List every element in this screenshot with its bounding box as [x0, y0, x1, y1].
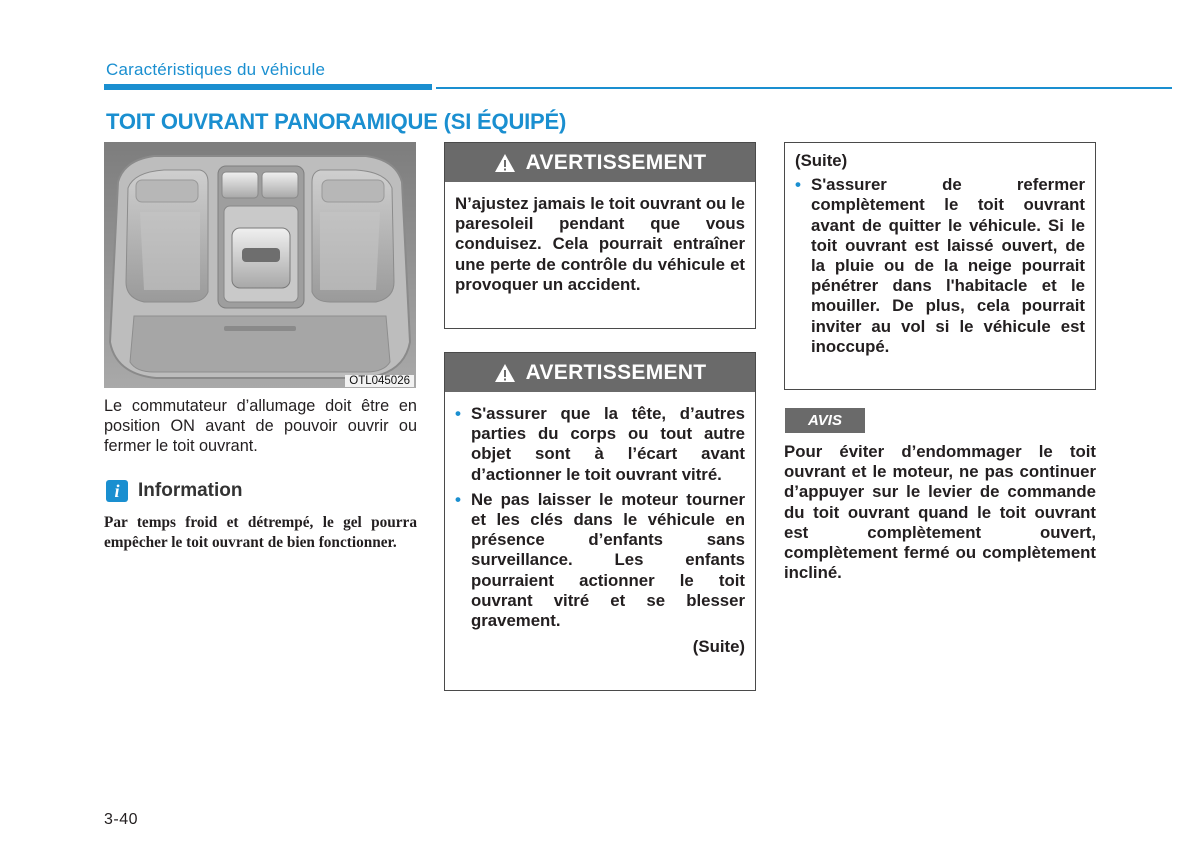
avis-tag: AVIS	[785, 408, 865, 433]
warning-box-continued	[784, 142, 1096, 390]
warning-box-1	[444, 142, 756, 329]
header-rule-thin	[436, 87, 1172, 89]
page-number: 3-40	[104, 811, 139, 828]
photo-code: OTL045026	[345, 375, 414, 387]
list-item	[455, 404, 745, 485]
section-title: Caractéristiques du véhicule	[106, 60, 326, 79]
continued-label: (Suite)	[795, 151, 848, 170]
warning-triangle-icon	[494, 153, 516, 173]
warning-title: AVERTISSEMENT	[525, 360, 707, 384]
warning-body	[445, 392, 755, 657]
information-icon: i	[106, 480, 128, 502]
list-item-text: Ne pas laisser le moteur tourner et les clés dans le véhicule en présence d’enfants sans surveillance. Les enfants pourraient actionner le toit ouvrant vitré et se blesser gravement.	[471, 489, 745, 631]
warning-body	[785, 143, 1095, 357]
information-header	[106, 480, 243, 502]
page-heading: TOIT OUVRANT PANORAMIQUE (SI ÉQUIPÉ)	[106, 109, 567, 134]
information-body: Par temps froid et détrempé, le gel pourra empêcher le toit ouvrant de bien fonctionner.	[104, 514, 417, 551]
bullet-icon: •	[455, 404, 461, 423]
list-item	[455, 490, 745, 631]
bullet-icon: •	[455, 489, 461, 509]
photo-caption: Le commutateur d’allumage doit être en position ON avant de pouvoir ouvrir ou fermer le toit ouvrant.	[104, 397, 417, 455]
overhead-console-photo	[104, 142, 416, 388]
overhead-console-illustration	[104, 142, 416, 388]
warning-body: N’ajustez jamais le toit ouvrant ou le paresoleil pendant que vous conduisez. Cela pourrait entraîner une perte de contrôle du véhicule et provoquer un accident.	[455, 194, 746, 294]
avis-body: Pour éviter d’endommager le toit ouvrant et le moteur, ne pas continuer d’appuyer sur le levier de commande du toit ouvrant quand le toit ouvrant est complètement ouvert, complètement fermé ou complètement incliné.	[784, 442, 1096, 583]
list-item	[795, 175, 1085, 357]
header-rule-thick	[104, 84, 432, 90]
warning-header	[445, 143, 755, 182]
continued-label: (Suite)	[692, 637, 745, 657]
bullet-icon: •	[795, 175, 801, 195]
warning-triangle-icon	[494, 363, 516, 383]
information-title: Information	[138, 480, 243, 501]
warning-title: AVERTISSEMENT	[525, 150, 707, 174]
warning-box-2	[444, 352, 756, 691]
list-item-text: S'assurer de refermer complètement le toit ouvrant avant de quitter le véhicule. Si le toit ouvrant est laissé ouvert, de la pluie ou de la neige pourrait pénétrer dans l'habitacle et le mouiller. De plus, cela pourrait inviter au vol si le véhicule est inoccupé.	[811, 175, 1085, 356]
warning-header	[445, 353, 755, 392]
list-item-text: S'assurer que la tête, d’autres parties du corps ou tout autre objet sont à l’écart avant d’actionner le toit ouvrant vitré.	[471, 404, 745, 484]
